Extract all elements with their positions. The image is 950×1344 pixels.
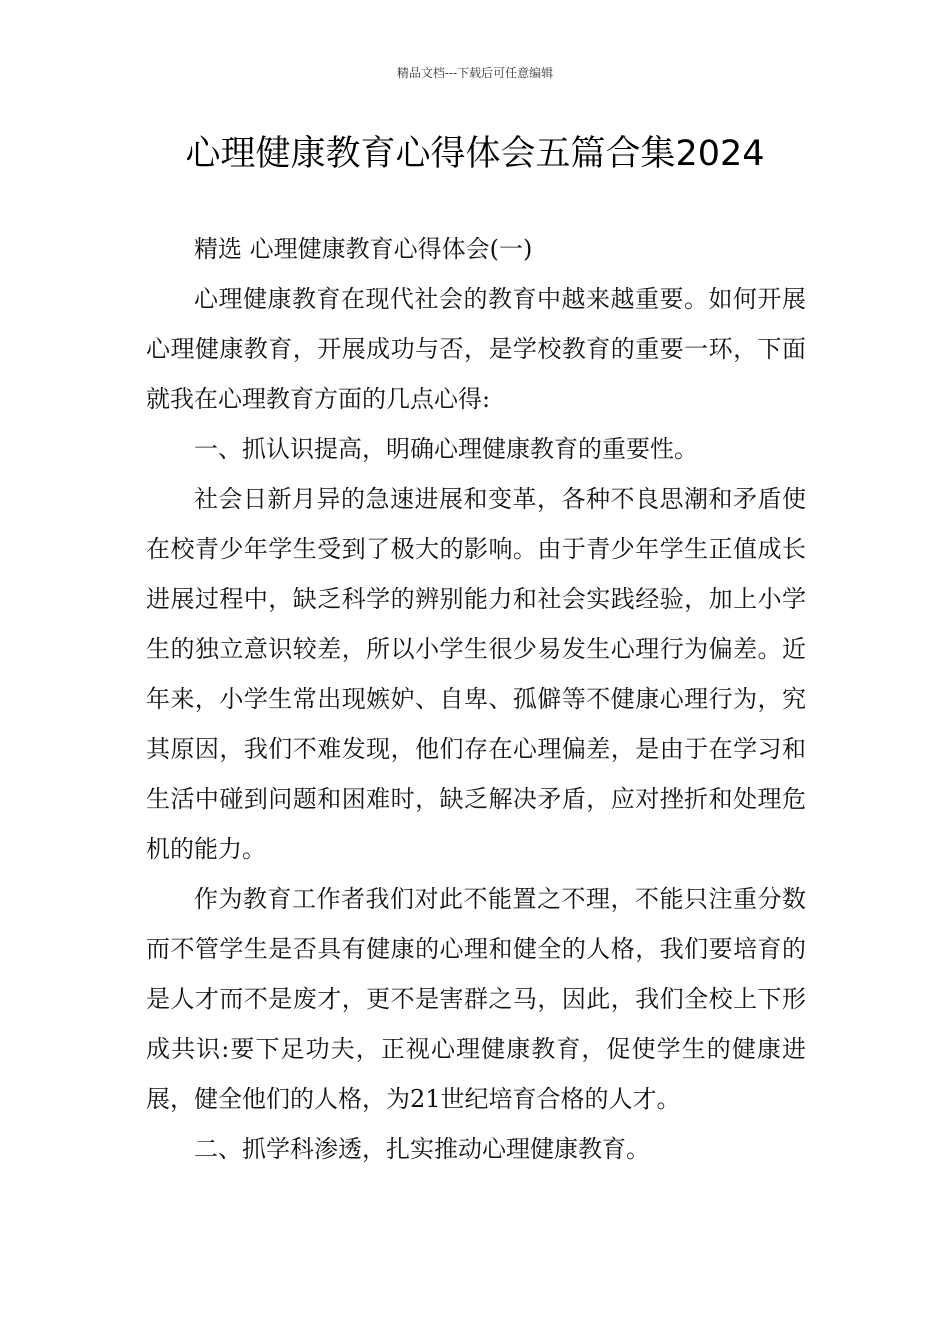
paragraph: 作为教育工作者我们对此不能置之不理，不能只注重分数而不管学生是否具有健康的心理和健全的人格，我们要培育的是人才而不是废才，更不是害群之马，因此，我们全校上下形成共识:要下足功夫，正视心理健康教育，促使学生的健康进展，健全他们的人格，为21世纪培育合格的人才。 — [146, 885, 806, 1113]
subsection-heading: 二、抓学科渗透，扎实推动心理健康教育。 — [194, 1135, 650, 1163]
paragraph: 心理健康教育在现代社会的教育中越来越重要。如何开展心理健康教育，开展成功与否，是学校教育的重要一环，下面就我在心理教育方面的几点心得: — [146, 285, 806, 413]
section-heading: 精选 心理健康教育心得体会(一) — [194, 235, 533, 263]
paragraph: 社会日新月异的急速进展和变革，各种不良思潮和矛盾使在校青少年学生受到了极大的影响。由于青少年学生正值成长进展过程中，缺乏科学的辨别能力和社会实践经验，加上小学生的独立意识较差，所以小学生很少易发生心理行为偏差。近年来，小学生常出现嫉妒、自卑、孤僻等不健康心理行为，究其原因，我们不难发现，他们存在心理偏差，是由于在学习和生活中碰到问题和困难时，缺乏解决矛盾，应对挫折和处理危机的能力。 — [146, 485, 806, 863]
subsection-heading: 一、抓认识提高，明确心理健康教育的重要性。 — [194, 435, 698, 463]
document-title: 心理健康教育心得体会五篇合集2024 — [185, 134, 765, 174]
page-header-note: 精品文档---下载后可任意编辑 — [396, 66, 554, 80]
document-body — [146, 224, 806, 1174]
